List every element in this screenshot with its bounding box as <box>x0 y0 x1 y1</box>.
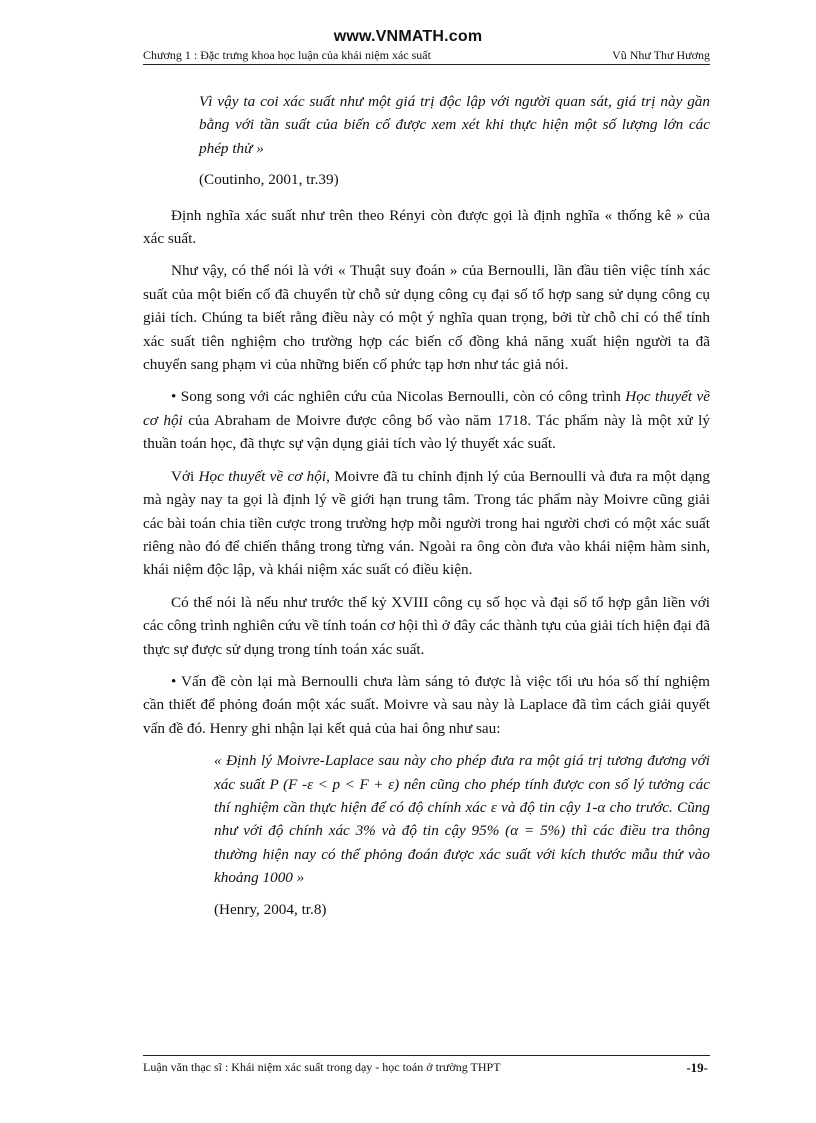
chapter-header: Chương 1 : Đặc trưng khoa học luận của khái niệm xác suất <box>143 48 431 62</box>
footer-divider <box>143 1055 710 1056</box>
paragraph-bernoulli: Như vậy, có thể nói là với « Thuật suy đoán » của Bernoulli, lần đầu tiên việc tính xác suất của một biến cố đã chuyển từ chỗ sử dụng công cụ đại số tổ hợp sang sử dụng công cụ giải tích. Chúng ta biết rằng điều này có một ý nghĩa quan trọng, bởi từ chỗ chỉ có thể tính xác suất tiên nghiệm cho trường hợp các biến cố đồng khả năng xuất hiện người ta đã chuyển sang phạm vi của những biến cố phức tạp hơn như tác giả nói. <box>143 262 710 374</box>
paragraph-renyi: Định nghĩa xác suất như trên theo Rényi còn được gọi là định nghĩa « thống kê » của xác suất. <box>143 206 710 248</box>
header-divider <box>143 64 710 65</box>
citation-henry: (Henry, 2004, tr.8) <box>214 900 327 918</box>
quote-henry: « Định lý Moivre-Laplace sau này cho phép đưa ra một giá trị tương đương với xác suất P (F -ε < p < F + ε) nên cũng cho phép tính được con số lý tưởng các thí nghiệm cần thực hiện để có độ chính xác ε và độ tin cậy 1-α cho trước. Cũng như với độ chính xác 3% và độ tin cậy 95% (α = 5%) thì các điều tra thông thường hiện nay có thể phỏng đoán được xác suất với kích thước mẫu thử vào khoảng 1000 » <box>214 752 710 887</box>
quote-coutinho: Vì vậy ta coi xác suất như một giá trị độc lập với người quan sát, giá trị này gần bằng với tần suất của biến cố được xem xét khi thực hiện một số lượng lớn các phép thử » <box>199 93 710 157</box>
work-title: Học thuyết về cơ hội <box>198 467 327 485</box>
site-watermark: www.VNMATH.com <box>333 28 483 45</box>
page-number: -19- <box>686 1060 708 1075</box>
author-header: Vũ Như Thư Hương <box>612 48 710 62</box>
citation-coutinho: (Coutinho, 2001, tr.39) <box>199 171 339 189</box>
paragraph-optimization: • Vấn đề còn lại mà Bernoulli chưa làm sáng tỏ được là việc tối ưu hóa số thí nghiệm cần thiết để phỏng đoán một xác suất. Moivre và sau này là Laplace đã tìm cách giải quyết vấn đề đó. Henry ghi nhận lại kết quả của hai ông như sau: <box>143 672 710 737</box>
paragraph-moivre-work: • Song song với các nghiên cứu của Nicolas Bernoulli, còn có công trình Học thuyết về cơ hội của Abraham de Moivre được công bố vào năm 1718. Tác phẩm này là một xử lý thuần toán học, đã thực sự vận dụng giải tích vào lý thuyết xác suất. <box>143 388 710 453</box>
paragraph-moivre-theorem: Với Học thuyết về cơ hội, Moivre đã tu chỉnh định lý của Bernoulli và đưa ra một dạng mà ngày nay ta gọi là định lý về giới hạn trung tâm. Trong tác phẩm này Moivre cũng giải các bài toán chia tiền cược trong trường hợp mỗi người trong hai người chơi có một xác suất riêng nào đó để chiến thắng trong từng ván. Ngoài ra ông còn đưa vào khái niệm hàm sinh, khái niệm độc lập, và khái niệm xác suất có điều kiện. <box>143 467 710 579</box>
page-body <box>143 90 710 921</box>
work-title: Học thuyết về cơ hội <box>143 388 710 429</box>
thesis-footer: Luận văn thạc sĩ : Khái niệm xác suất trong dạy - học toán ở trường THPT <box>143 1060 501 1074</box>
paragraph-xviii-century: Có thể nói là nếu như trước thế kỷ XVIII công cụ số học và đại số tổ hợp gắn liền với các công trình nghiên cứu về tính toán cơ hội thì ở đây các thành tựu của giải tích hiện đại đã thực sự được sử dụng trong tính toán xác suất. <box>143 593 710 658</box>
